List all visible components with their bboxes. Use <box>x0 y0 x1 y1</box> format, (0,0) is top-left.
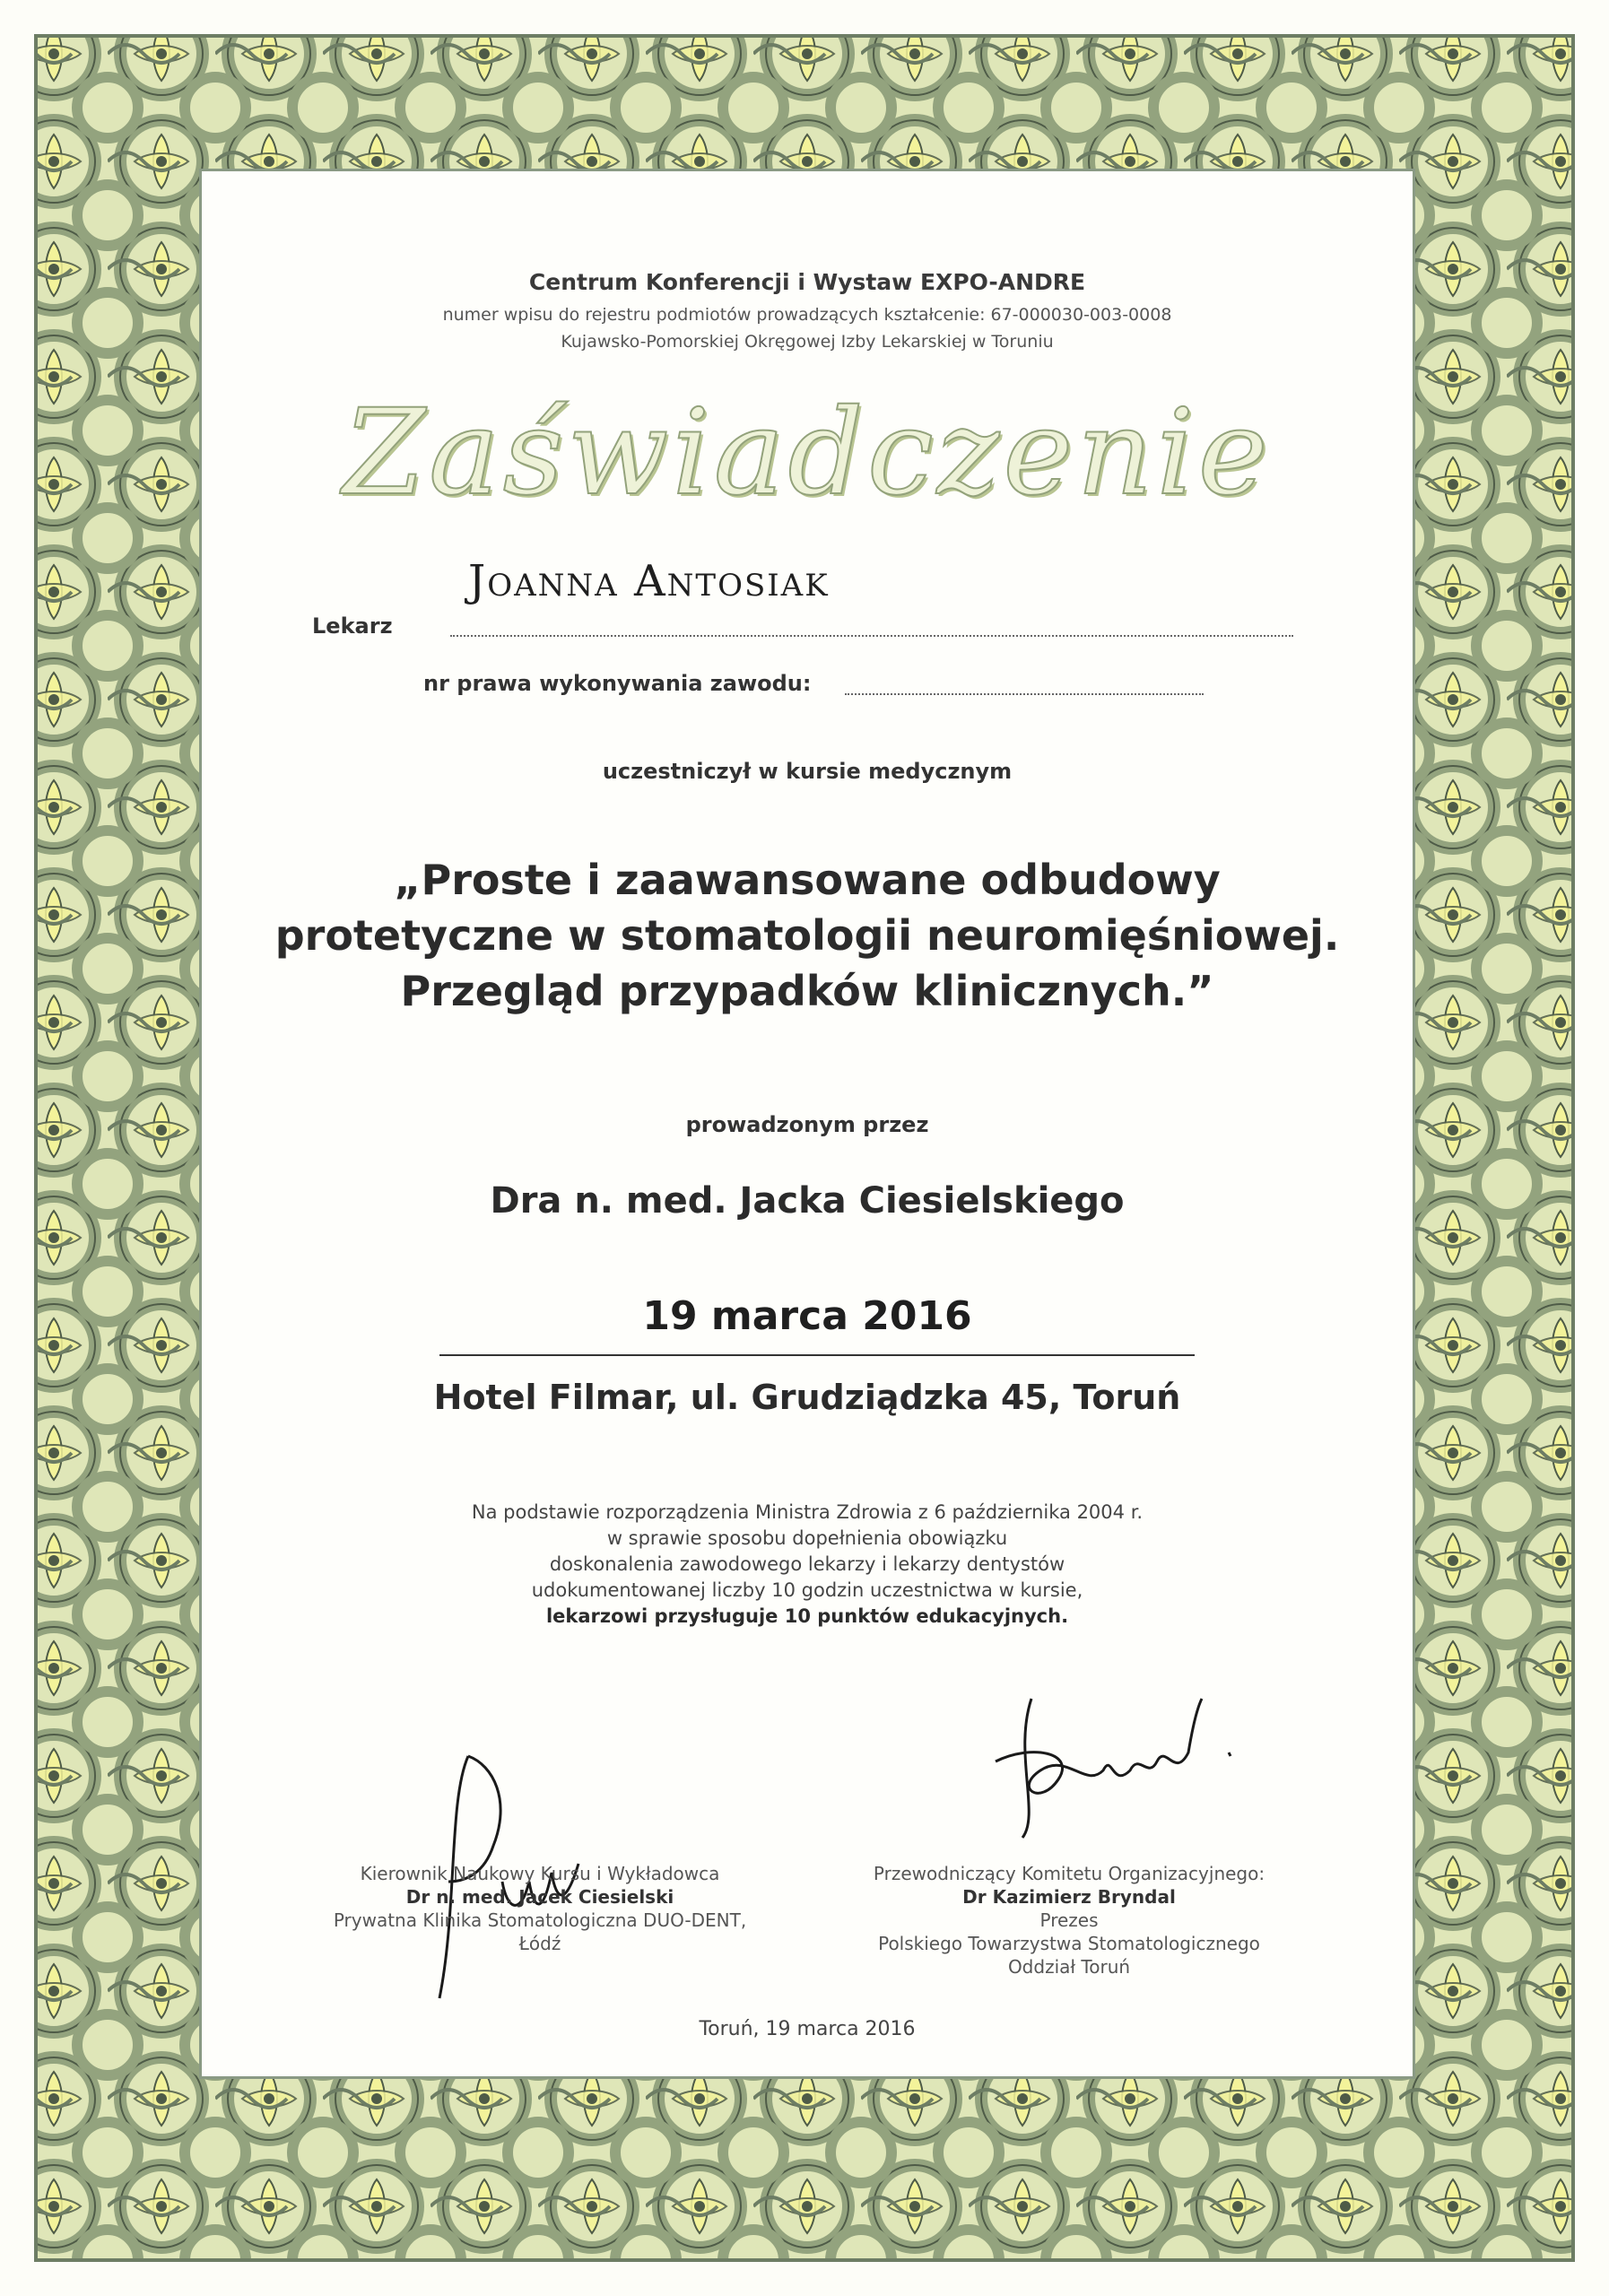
place-and-date: Toruń, 19 marca 2016 <box>699 2018 916 2040</box>
event-date: 19 marca 2016 <box>642 1293 972 1339</box>
legal-line-2: w sprawie sposobu dopełnienia obowiązku <box>606 1527 1008 1549</box>
right-signatory-title: Prezes <box>1039 1909 1099 1931</box>
legal-basis <box>199 1500 1415 1630</box>
name-dotted-line <box>450 635 1293 637</box>
chamber-line: Kujawsko-Pomorskiej Okręgowej Izby Lekarskiej w Toruniu <box>561 332 1054 352</box>
legal-line-3: doskonalenia zawodowego lekarzy i lekarzy dentystów <box>549 1553 1065 1575</box>
conducted-by-label: prowadzonym przez <box>685 1112 929 1137</box>
participation-text: uczestniczył w kursie medycznym <box>602 759 1013 784</box>
right-signatory-org-1: Polskiego Towarzystwa Stomatologicznego <box>878 1933 1260 1954</box>
certificate-title: Zaświadczenie <box>343 384 1272 522</box>
license-label: nr prawa wykonywania zawodu: <box>423 671 812 696</box>
course-title-line-3: Przegląd przypadków klinicznych.” <box>400 967 1214 1015</box>
legal-line-4: udokumentowanej liczby 10 godzin uczestnictwa w kursie, <box>531 1579 1083 1601</box>
right-signatory-name: Dr Kazimierz Bryndal <box>962 1886 1176 1908</box>
doctor-name: Joanna Antosiak <box>468 556 830 606</box>
legal-line-1: Na podstawie rozporządzenia Ministra Zdrowia z 6 października 2004 r. <box>471 1501 1144 1523</box>
left-signatory-name: Dr n. med. Jacek Ciesielski <box>405 1886 674 1908</box>
course-title <box>199 852 1415 1019</box>
right-signature <box>978 1690 1265 1842</box>
doctor-label: Lekarz <box>312 613 393 639</box>
left-signatory <box>199 1862 881 1955</box>
date-divider <box>439 1354 1195 1356</box>
right-signatory-role: Przewodniczący Komitetu Organizacyjnego: <box>873 1863 1265 1884</box>
left-signatory-affiliation: Prywatna Klinika Stomatologiczna DUO-DENT, <box>333 1909 747 1931</box>
course-title-line-2: protetyczne w stomatologii neuromięśniowej. <box>274 911 1340 960</box>
license-dotted-line <box>845 693 1204 695</box>
right-signatory <box>791 1862 1347 1979</box>
left-signatory-city: Łódź <box>518 1933 561 1954</box>
lecturer-name: Dra n. med. Jacka Ciesielskiego <box>490 1180 1125 1222</box>
left-signatory-role: Kierownik Naukowy Kursu i Wykładowca <box>360 1863 720 1884</box>
certificate-content <box>199 169 1415 2079</box>
right-signatory-org-2: Oddział Toruń <box>1007 1956 1131 1978</box>
organization-name: Centrum Konferencji i Wystaw EXPO-ANDRE <box>528 269 1086 295</box>
legal-line-5: lekarzowi przysługuje 10 punktów edukacyjnych. <box>545 1605 1069 1627</box>
registry-line: numer wpisu do rejestru podmiotów prowadzących kształcenie: 67-000030-003-0008 <box>442 305 1172 325</box>
course-title-line-1: „Proste i zaawansowane odbudowy <box>394 856 1221 904</box>
venue: Hotel Filmar, ul. Grudziądzka 45, Toruń <box>433 1378 1181 1417</box>
